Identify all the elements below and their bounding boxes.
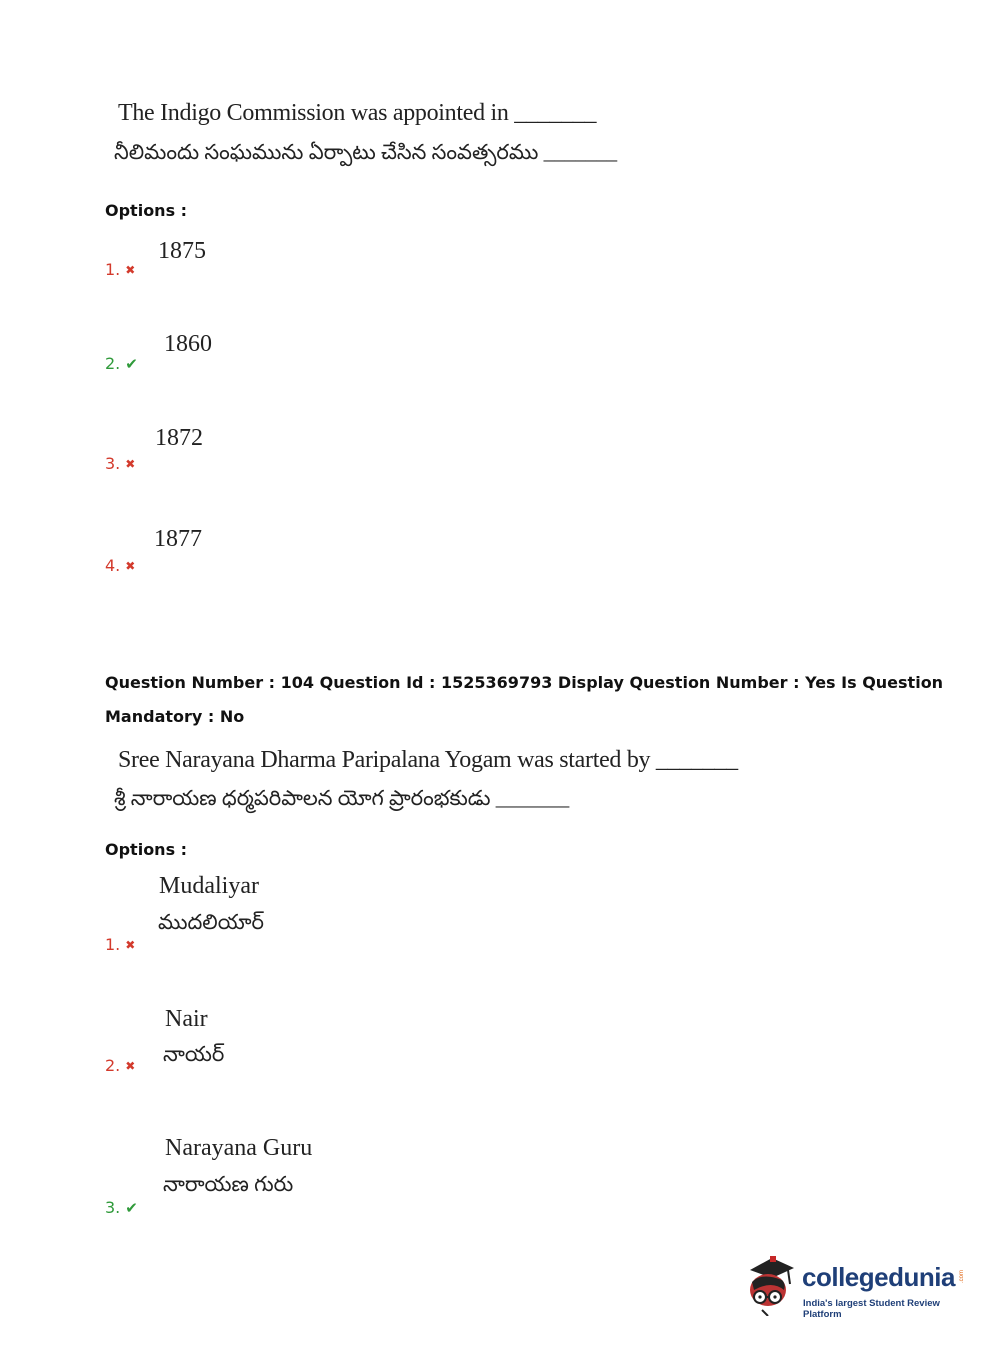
option-number	[105, 935, 135, 954]
mascot-icon	[742, 1250, 802, 1316]
option-text-te: ముదలియార్	[158, 910, 264, 934]
option-number-label: 1.	[105, 260, 121, 279]
option-number	[105, 354, 138, 373]
option-text: 1877	[154, 526, 202, 552]
question-104-text-en: Sree Narayana Dharma Paripalana Yogam was started by _______	[118, 747, 738, 773]
option-text-en: Mudaliyar	[159, 873, 259, 899]
question-meta-line: Question Number : 104 Question Id : 1525369793 Display Question Number : Yes Is Question	[105, 673, 944, 692]
cross-icon: ✖	[125, 456, 136, 471]
option-text-en: Narayana Guru	[165, 1135, 313, 1161]
question-meta-line: Mandatory : No	[105, 707, 245, 726]
options-label: Options :	[105, 201, 188, 220]
cross-icon: ✖	[125, 1058, 136, 1073]
option-number	[105, 556, 135, 575]
check-icon: ✔	[125, 354, 138, 373]
option-number	[105, 1198, 138, 1217]
option-text-en: Nair	[165, 1006, 208, 1032]
option-text: 1860	[164, 331, 212, 357]
cross-icon: ✖	[125, 937, 136, 952]
cross-icon: ✖	[125, 262, 136, 277]
option-number	[105, 1056, 135, 1075]
question-103-text-te: నీలిమందు సంఘమును ఏర్పాటు చేసిన సంవత్సరము _______	[114, 140, 618, 164]
logo-wordmark: collegedunia	[802, 1262, 955, 1292]
option-number-label: 1.	[105, 935, 121, 954]
option-number-label: 3.	[105, 454, 121, 473]
option-number-label: 3.	[105, 1198, 121, 1217]
question-104-text-te: శ్రీ నారాయణ ధర్మపరిపాలన యోగ ప్రారంభకుడు _______	[114, 786, 570, 810]
option-number	[105, 260, 135, 279]
option-number	[105, 454, 135, 473]
options-label: Options :	[105, 840, 188, 859]
option-text-te: నారాయణ గురు	[163, 1172, 294, 1196]
collegedunia-logo	[742, 1248, 972, 1318]
option-text-te: నాయర్	[163, 1042, 225, 1066]
option-number-label: 2.	[105, 1056, 121, 1075]
option-number-label: 4.	[105, 556, 121, 575]
logo-tagline: India's largest Student Review Platform	[803, 1298, 940, 1320]
option-text: 1872	[155, 425, 203, 451]
logo-suffix: .com	[959, 1270, 965, 1284]
option-text: 1875	[158, 238, 206, 264]
cross-icon: ✖	[125, 558, 136, 573]
check-icon: ✔	[125, 1198, 138, 1217]
option-number-label: 2.	[105, 354, 121, 373]
question-103-text-en: The Indigo Commission was appointed in _______	[118, 100, 597, 126]
